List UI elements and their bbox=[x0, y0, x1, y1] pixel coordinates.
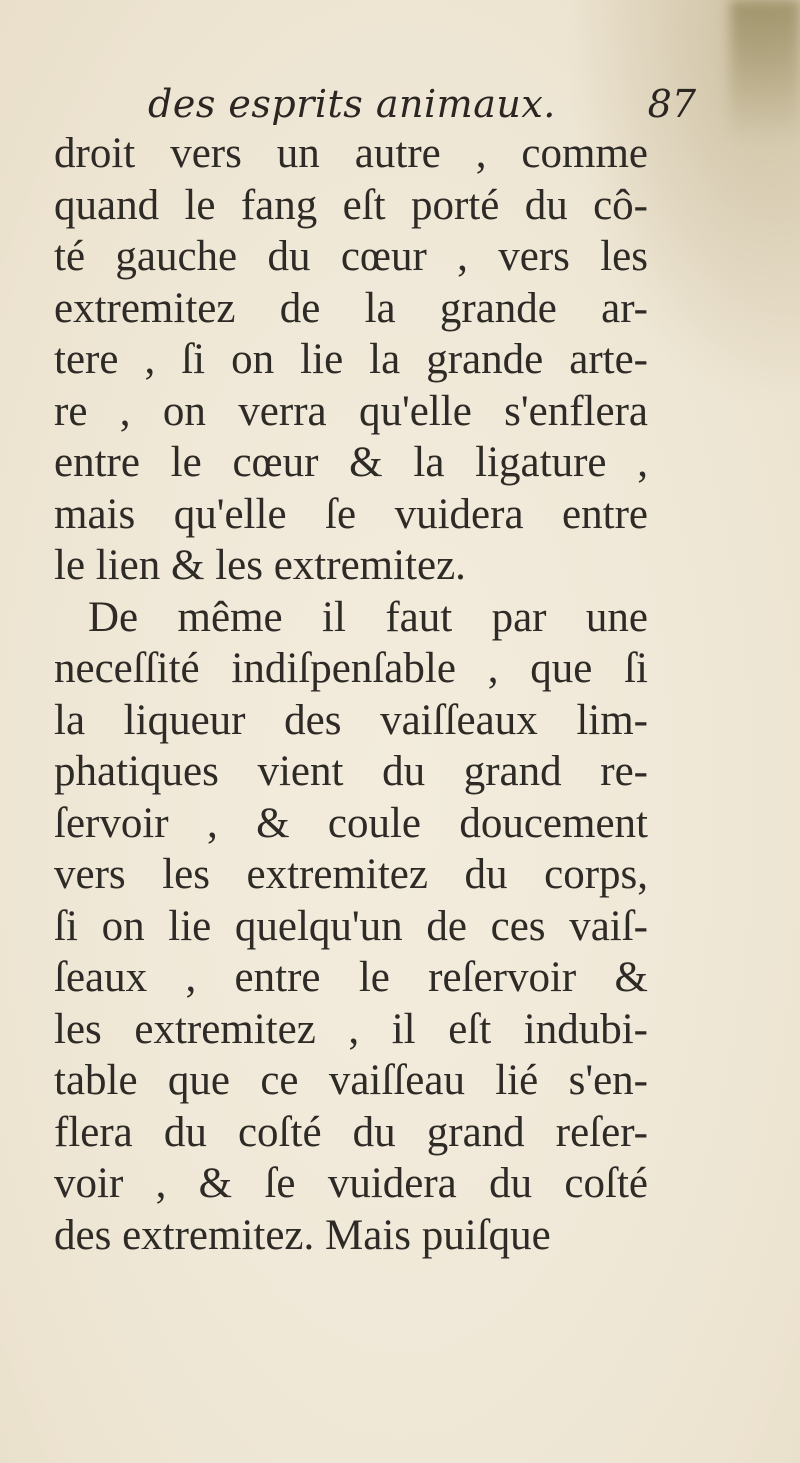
paragraph-2 bbox=[54, 592, 648, 1262]
text-line: quand le fang eſt porté du cô- bbox=[54, 181, 648, 229]
running-title: des esprits animaux. bbox=[148, 82, 556, 126]
text-line: ſi on lie quelqu'un de ces vaiſ- bbox=[54, 902, 648, 950]
paragraph-1 bbox=[54, 128, 648, 592]
text-line: flera du coſté du grand reſer- bbox=[54, 1108, 648, 1156]
text-line: mais qu'elle ſe vuidera entre bbox=[54, 490, 648, 538]
text-line: De même il faut par une bbox=[88, 593, 648, 641]
text-line: entre le cœur & la ligature , bbox=[54, 439, 648, 486]
text-line: re , on verra qu'elle s'enflera bbox=[54, 387, 648, 435]
page-number: 87 bbox=[647, 82, 696, 126]
text-line: table que ce vaiſſeau lié s'en- bbox=[54, 1057, 648, 1104]
text-line: vers les extremitez du corps, bbox=[54, 851, 648, 898]
text-line: le lien & les extremitez. bbox=[54, 542, 466, 589]
text-line: extremitez de la grande ar- bbox=[54, 284, 648, 332]
running-head bbox=[148, 80, 696, 130]
text-line: tere , ſi on lie la grande arte- bbox=[54, 336, 648, 383]
text-line: phatiques vient du grand re- bbox=[54, 748, 648, 795]
text-line: neceſſité indiſpenſable , que ſi bbox=[54, 645, 648, 692]
body-text bbox=[54, 128, 648, 1261]
page-stain bbox=[730, 0, 800, 140]
text-line: la liqueur des vaiſſeaux lim- bbox=[54, 696, 648, 744]
text-line: les extremitez , il eſt indubi- bbox=[54, 1005, 648, 1053]
text-line: té gauche du cœur , vers les bbox=[54, 233, 648, 280]
text-line: ſeaux , entre le reſervoir & bbox=[54, 954, 648, 1001]
text-line: voir , & ſe vuidera du coſté bbox=[54, 1160, 648, 1207]
text-line: droit vers un autre , comme bbox=[54, 130, 648, 177]
text-line: des extremitez. Mais puiſque bbox=[54, 1211, 551, 1259]
text-line: ſervoir , & coule doucement bbox=[54, 799, 648, 847]
